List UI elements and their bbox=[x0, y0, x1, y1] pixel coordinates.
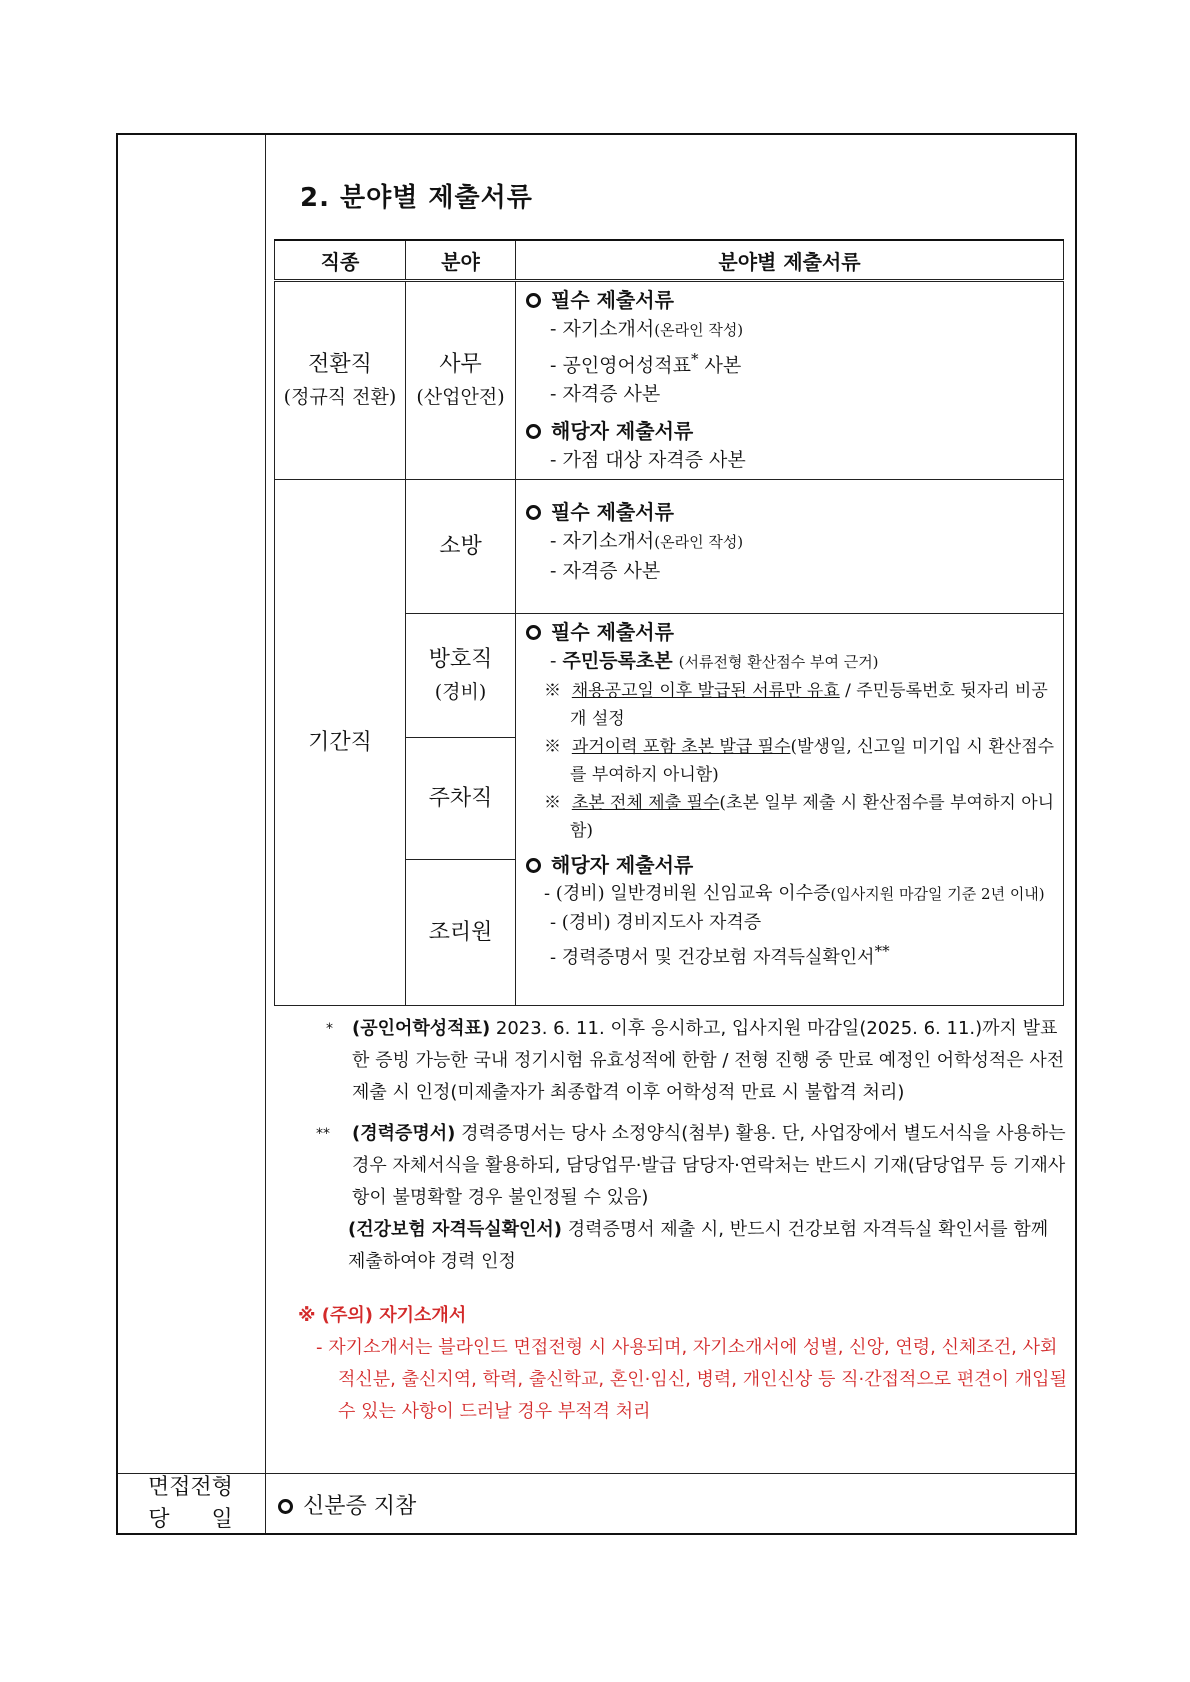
note-item: ※ 채용공고일 이후 발급된 서류만 유효 / 주민등록번호 뒷자리 비공개 설정 bbox=[544, 681, 1048, 730]
doc-item: - 자기소개서(온라인 작성) bbox=[550, 318, 744, 340]
footnote-career: ** (경력증명서) 경력증명서는 당사 소정양식(첨부) 활용. 단, 사업장에서 별도서식을 사용하는 경우 자체서식을 활용하되, 담당업무·발급 담당자·연락처는 반드시 기재(담당업무 등 기재사항이 불명확할 경우 불인정될 수 있음) bbox=[316, 1123, 1066, 1208]
header-field: 분야 bbox=[406, 240, 516, 281]
optional-docs-title: 해당자 제출서류 bbox=[526, 851, 1057, 880]
job-type-label: 전환직 bbox=[308, 351, 372, 377]
field-parking: 주차직 bbox=[406, 738, 516, 860]
circle-bullet-icon bbox=[526, 293, 541, 308]
job-type-sub: (정규직 전환) bbox=[283, 385, 397, 408]
doc-item: - 주민등록초본 (서류전형 환산점수 부여 근거) bbox=[550, 650, 879, 673]
field-sub: (산업안전) bbox=[416, 385, 505, 408]
circle-bullet-icon bbox=[526, 625, 541, 640]
footnote-language: * (공인어학성적표) 2023. 6. 11. 이후 응시하고, 입사지원 마감일(2025. 6. 11.)까지 발표한 증빙 가능한 국내 정기시험 유효성적에 한함 / 전형 진행 중 만료 예정인 어학성적은 사전 제출 시 인정(미제출자가 최종합격 이후 어학성적 만료 시 불합격 처리) bbox=[326, 1018, 1065, 1103]
doc-item: - 자기소개서(온라인 작성) bbox=[550, 530, 744, 553]
job-type-label: 기간직 bbox=[308, 729, 372, 755]
header-documents: 분야별 제출서류 bbox=[516, 240, 1064, 281]
doc-item: - 가점 대상 자격증 사본 bbox=[550, 449, 746, 472]
circle-bullet-icon bbox=[278, 1499, 293, 1514]
footnote-health-insurance: (건강보험 자격득실확인서) 경력증명서 제출 시, 반드시 건강보험 자격득실 확인서를 함께 제출하여야 경력 인정 bbox=[348, 1219, 1049, 1272]
required-docs-title: 필수 제출서류 bbox=[526, 286, 1057, 315]
field-label: 사무 bbox=[439, 351, 482, 377]
circle-bullet-icon bbox=[526, 505, 541, 520]
required-docs-title: 필수 제출서류 bbox=[526, 498, 1057, 527]
field-cook: 조리원 bbox=[406, 860, 516, 1006]
optional-docs-title: 해당자 제출서류 bbox=[526, 417, 1057, 446]
doc-item: - 공인영어성적표* 사본 bbox=[550, 350, 742, 377]
left-column-divider bbox=[265, 135, 266, 1533]
docs-fire bbox=[516, 480, 1064, 614]
docs-term bbox=[516, 614, 1064, 1006]
doc-item: - 경력증명서 및 건강보험 자격득실확인서** bbox=[550, 942, 890, 969]
interview-item: 신분증 지참 bbox=[278, 1489, 416, 1520]
doc-item: - 자격증 사본 bbox=[550, 383, 661, 406]
field-guard: 방호직 (경비) bbox=[406, 614, 516, 738]
job-type-conversion bbox=[275, 281, 406, 480]
docs-conversion bbox=[516, 281, 1064, 480]
circle-bullet-icon bbox=[526, 858, 541, 873]
note-item: ※ 초본 전체 제출 필수(초본 일부 제출 시 환산점수를 부여하지 아니함) bbox=[544, 793, 1055, 842]
job-type-term bbox=[275, 480, 406, 1006]
caution-text: - 자기소개서는 블라인드 면접전형 시 사용되며, 자기소개서에 성별, 신앙, 연령, 신체조건, 사회적신분, 출신지역, 학력, 출신학교, 혼인·임신, 병력, 개인신상 등 직·간접적으로 편견이 개입될 수 있는 사항이 드러날 경우 부적격 처리 bbox=[316, 1337, 1067, 1422]
header-job-type: 직종 bbox=[275, 240, 406, 281]
circle-bullet-icon bbox=[526, 424, 541, 439]
doc-item: - (경비) 일반경비원 신임교육 이수증(입사지원 마감일 기준 2년 이내) bbox=[544, 883, 1045, 905]
note-item: ※ 과거이력 포함 초본 발급 필수(발생일, 신고일 미기입 시 환산점수를 부여하지 아니함) bbox=[544, 737, 1055, 786]
interview-label: 면접전형 당 일 bbox=[147, 1475, 233, 1532]
field-office bbox=[406, 281, 516, 480]
doc-item: - 자격증 사본 bbox=[550, 560, 661, 583]
doc-item: - (경비) 경비지도사 자격증 bbox=[550, 912, 762, 934]
section-title: 2. 분야별 제출서류 bbox=[300, 183, 533, 213]
documents-table bbox=[274, 239, 1064, 1006]
field-fire: 소방 bbox=[406, 480, 516, 614]
required-docs-title: 필수 제출서류 bbox=[526, 618, 1057, 647]
caution-title: ※ (주의) 자기소개서 bbox=[298, 1305, 467, 1326]
